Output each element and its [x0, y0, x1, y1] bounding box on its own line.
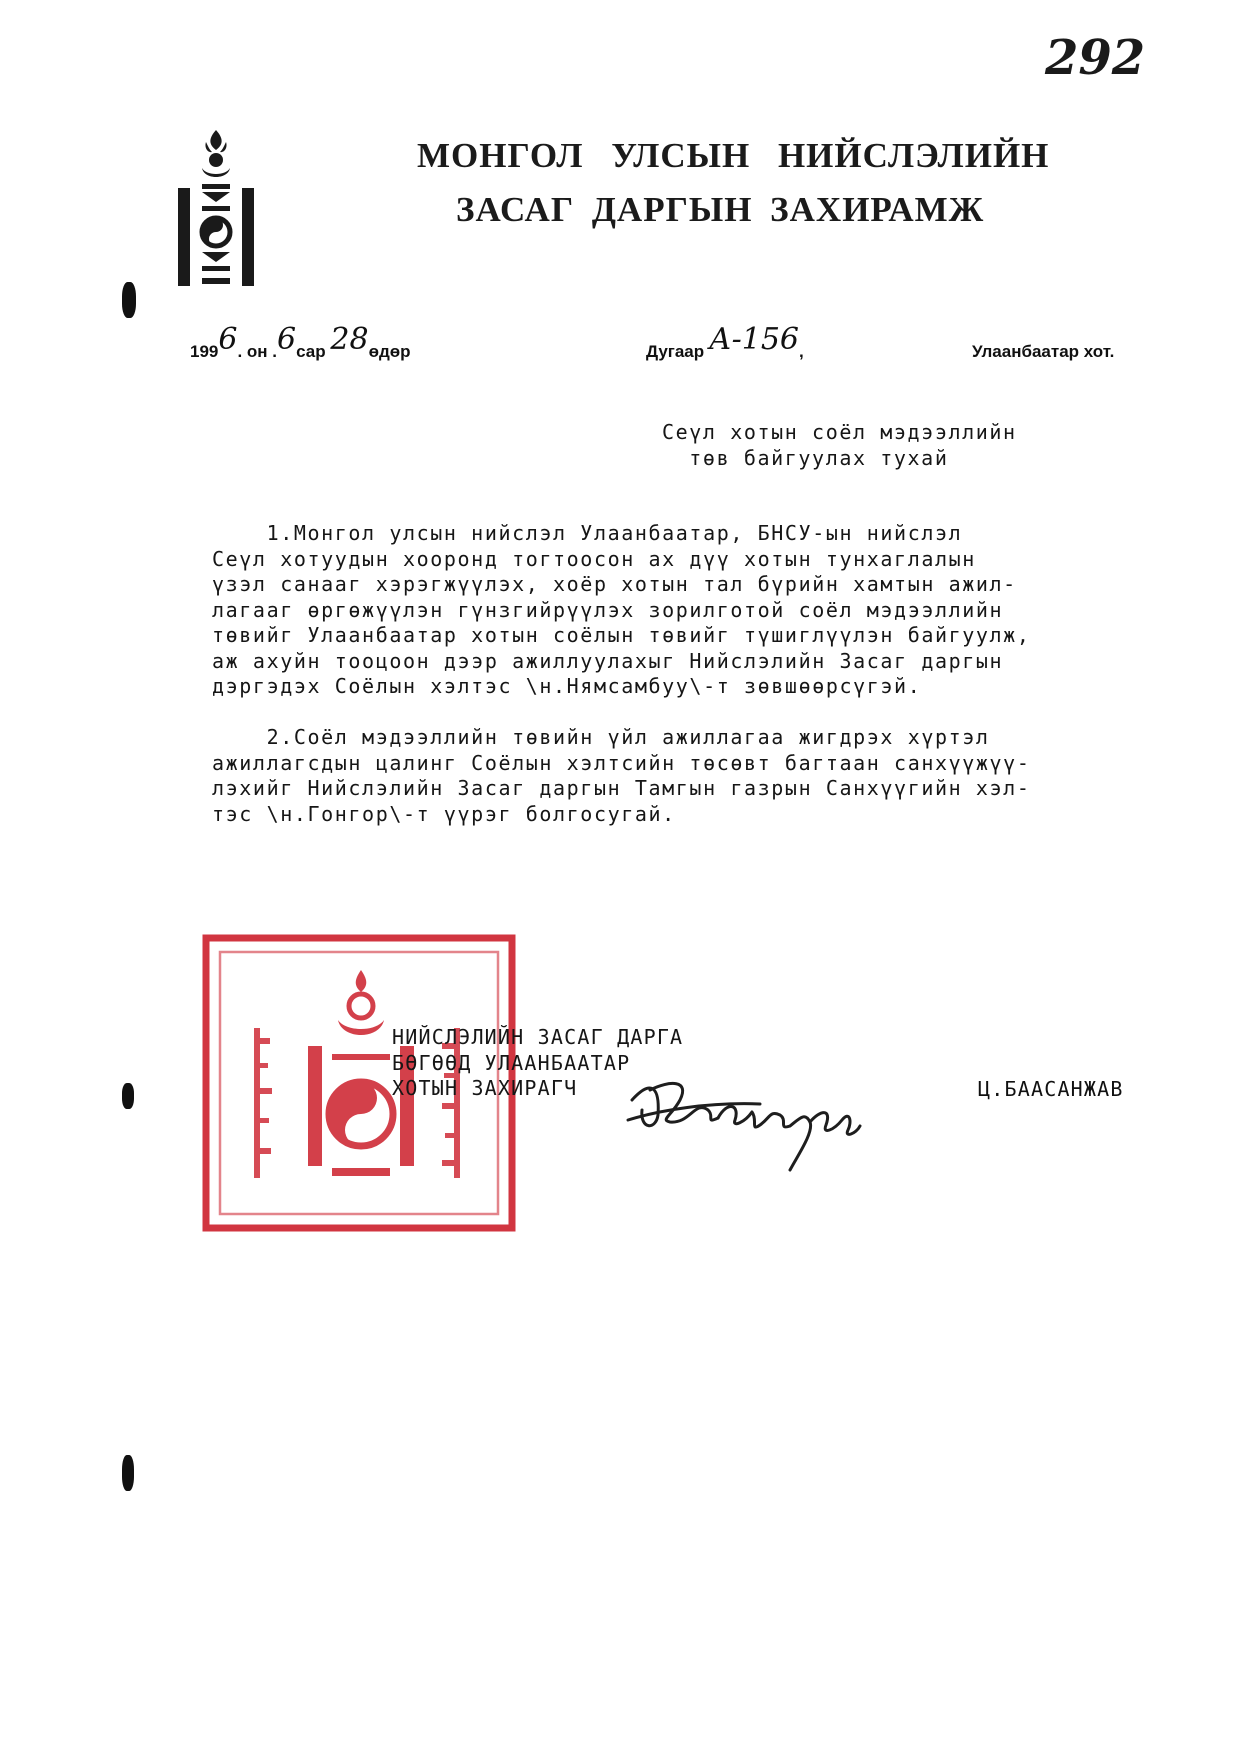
- signatory-name: Ц.БААСАНЖАВ: [978, 1077, 1124, 1101]
- number-value: А-156: [708, 322, 800, 357]
- document-title-line-1: МОНГОЛ УЛСЫН НИЙСЛЭЛИЙН: [417, 136, 1050, 175]
- month-value: 6: [277, 322, 297, 357]
- text-line: төвийг Улаанбаатар хотын соёлын төвийг түшиглүүлэн байгуулж,: [212, 623, 1031, 647]
- text-line: Сеүл хотуудын хооронд тогтоосон ах дүү хотын тунхаглалын: [212, 546, 976, 571]
- paragraph-1: [212, 521, 1030, 700]
- handwritten-signature: [620, 1060, 870, 1180]
- text-line: дэргэдэх Соёлын хэлтэс \н.Нямсамбуу\-т зөвшөөрсүгэй.: [212, 674, 922, 698]
- city-label: Улаанбаатар хот.: [972, 342, 1115, 361]
- scan-hole-mark: [122, 1455, 134, 1491]
- subject-line-1: Сеүл хотын соёл мэдээллийн: [662, 420, 1017, 444]
- scan-hole-mark: [122, 1083, 134, 1109]
- day-label: өдөр: [368, 342, 411, 361]
- year-label: он: [246, 342, 268, 361]
- page-number: 292: [1045, 30, 1146, 86]
- subject-line-2: төв байгуулах тухай: [662, 445, 949, 470]
- document-title-line-2: ЗАСАГ ДАРГЫН ЗАХИРАМЖ: [456, 190, 985, 229]
- number-label: Дугаар: [646, 342, 705, 361]
- year-prefix: 199: [190, 342, 219, 361]
- scan-hole-mark: [122, 282, 136, 318]
- signatory-title-line-3: ХОТЫН ЗАХИРАГЧ: [392, 1076, 578, 1100]
- day-value: 28: [330, 322, 369, 357]
- text-line: тэс \н.Гонгор\-т үүрэг болгосугай.: [212, 801, 676, 826]
- text-line: лагааг өргөжүүлэн гүнзгийрүүлэх зорилготой соёл мэдээллийн: [212, 597, 1004, 622]
- signatory-title-line-1: НИЙСЛЭЛИЙН ЗАСАГ ДАРГА: [392, 1025, 684, 1049]
- signatory-title-line-2: БӨГӨӨД УЛААНБААТАР: [392, 1050, 631, 1075]
- paragraph-2: [212, 725, 1030, 827]
- date-line: 1996. он .6сар 28өдөр: [190, 322, 411, 361]
- text-line: 2.Соёл мэдээллийн төвийн үйл ажиллагаа жигдрэх хүртэл: [212, 725, 990, 749]
- month-label: сар: [296, 342, 326, 361]
- year-digit: 6: [218, 322, 238, 357]
- text-line: үзэл санааг хэрэгжүүлэх, хоёр хотын тал бүрийн хамтын ажил-: [212, 572, 1017, 596]
- soyombo-emblem-icon: [176, 128, 256, 288]
- subject-block: [662, 420, 1017, 471]
- text-line: аж ахуйн тооцоон дээр ажиллуулахыг Нийслэлийн Засаг даргын: [212, 648, 1004, 673]
- text-line: 1.Монгол улсын нийслэл Улаанбаатар, БНСУ-ын нийслэл: [212, 521, 963, 545]
- document-number: Дугаар А-156,: [646, 322, 804, 361]
- text-line: ажиллагсдын цалинг Соёлын хэлтсийн төсөвт багтаан санхүүжүү-: [212, 750, 1031, 775]
- text-line: лэхийг Нийслэлийн Засаг даргын Тамгын газрын Санхүүгийн хэл-: [212, 776, 1031, 800]
